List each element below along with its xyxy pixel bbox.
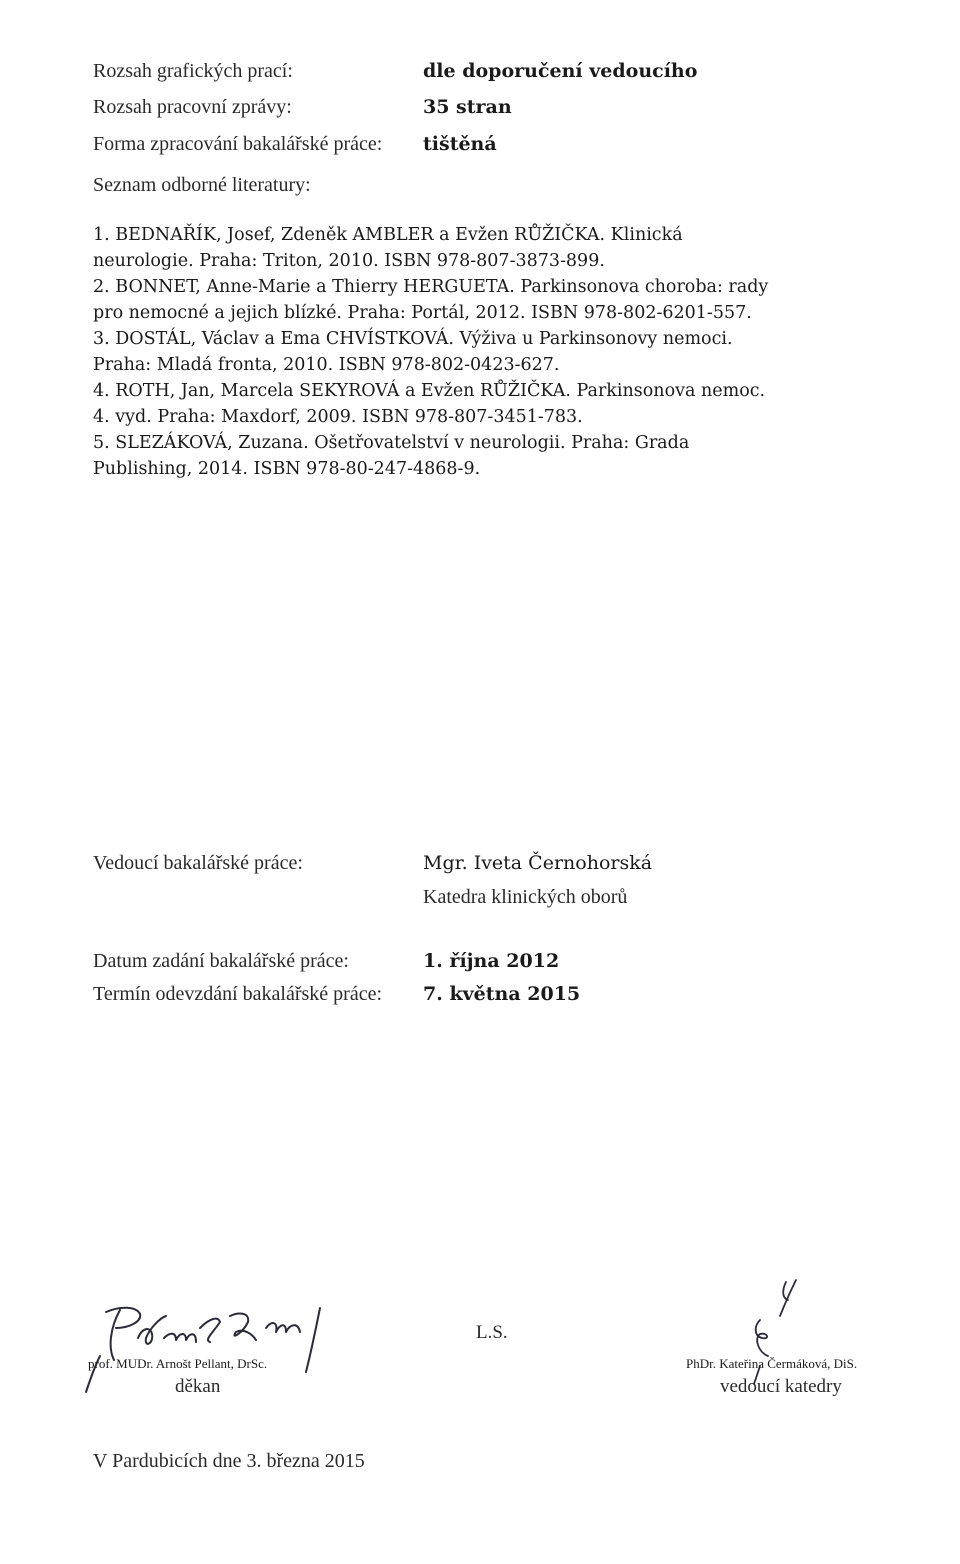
literature-list [93,222,893,482]
head-name: PhDr. Kateřina Čermáková, DiS. [686,1356,858,1371]
dean-role: děkan [175,1376,221,1397]
form-label: Forma zpracování bakalářské práce: [93,133,383,155]
assignment-date-label: Datum zadání bakalářské práce: [93,950,349,972]
report-scope-label: Rozsah pracovní zprávy: [93,96,292,118]
dean-name: prof. MUDr. Arnošt Pellant, DrSc. [88,1356,268,1371]
literature-line: neurologie. Praha: Triton, 2010. ISBN 978-807-3873-899. [93,251,605,271]
literature-line: 2. BONNET, Anne-Marie a Thierry HERGUETA. Parkinsonova choroba: rady [93,277,769,297]
place-date: V Pardubicích dne 3. března 2015 [93,1450,365,1472]
supervisor-name: Mgr. Iveta Černohorská [423,852,653,874]
supervisor-label: Vedoucí bakalářské práce: [93,852,303,874]
head-role: vedoucí katedry [720,1376,842,1397]
graphics-scope-value: dle doporučení vedoucího [423,60,698,82]
literature-line: pro nemocné a jejich blízké. Praha: Portál, 2012. ISBN 978-802-6201-557. [93,303,752,323]
graphics-scope-label: Rozsah grafických prací: [93,60,293,82]
literature-line: Praha: Mladá fronta, 2010. ISBN 978-802-0423-627. [93,355,560,375]
seal-mark: L.S. [476,1322,508,1343]
form-value: tištěná [423,133,497,155]
literature-line: 4. vyd. Praha: Maxdorf, 2009. ISBN 978-807-3451-783. [93,407,583,427]
literature-line: 5. SLEZÁKOVÁ, Zuzana. Ošetřovatelství v neurologii. Praha: Grada [93,433,690,453]
submission-date-label: Termín odevzdání bakalářské práce: [93,983,383,1005]
report-scope-value: 35 stran [423,96,512,118]
literature-line: 3. DOSTÁL, Václav a Ema CHVÍSTKOVÁ. Výživa u Parkinsonovy nemoci. [93,329,733,349]
submission-date-value: 7. května 2015 [423,983,581,1005]
supervisor-department: Katedra klinických oborů [423,886,628,908]
literature-label: Seznam odborné literatury: [93,174,311,196]
assignment-date-value: 1. října 2012 [423,950,560,972]
literature-line: Publishing, 2014. ISBN 978-80-247-4868-9. [93,459,481,479]
literature-line: 1. BEDNAŘÍK, Josef, Zdeněk AMBLER a Evžen RŮŽIČKA. Klinická [93,225,683,245]
literature-line: 4. ROTH, Jan, Marcela SEKYROVÁ a Evžen RŮŽIČKA. Parkinsonova nemoc. [93,381,766,401]
